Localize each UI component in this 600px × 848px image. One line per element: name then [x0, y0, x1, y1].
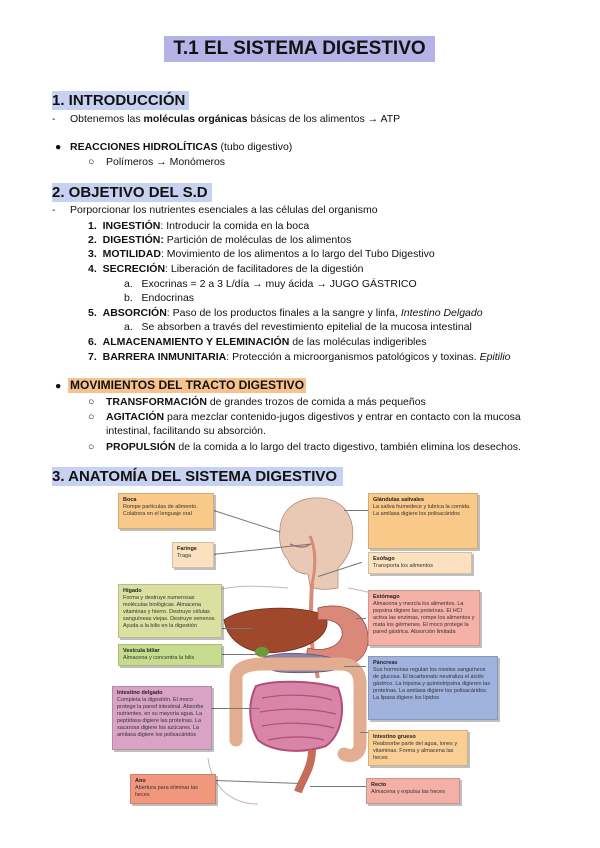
leader-line — [222, 628, 252, 629]
label-intestino-delgado: Intestino delgado Completa la digestión. El moco protege la pared intestinal. Absorbe nutrientes, en su mayoría agua. La peptidasa digiere las proteínas. La sacarosa digiere los azúcares. La amilasa digiere los polisacáridos — [112, 686, 212, 750]
movement-item: PROPULSIÓN de la comida a lo largo del tracto digestivo, también elimina los desechos. — [106, 441, 521, 453]
circle-marker: ○ — [88, 411, 95, 423]
label-glandulas-salivales: Glándulas salivales La saliva humedece y lubrica la comida. La amilasa digiere los polisacáridos — [368, 493, 478, 549]
leader-line — [310, 786, 366, 787]
leader-line — [222, 654, 258, 655]
label-intestino-grueso: Intestino grueso Reabsorbe parte del agua, iones y vitaminas. Forma y almacena las heces — [368, 730, 468, 766]
label-pancreas: Páncreas Sus hormonas regulan los niveles sanguíneos de glucosa. El bicarbonato neutraliza el ácido gástrico. La tripsina y quimiotripsina digieren las proteínas. La amilasa digiere los polisacáridos. La lipasa digiere los lípidos — [368, 656, 498, 720]
list-item: 5. ABSORCIÓN: Paso de los productos finales a la sangre y linfa, Intestino Delgado — [88, 307, 483, 319]
page-title: T.1 EL SISTEMA DIGESTIVO — [164, 36, 435, 62]
sub-item: a. Exocrinas = 2 a 3 L/día → muy ácida → JUGO GÁSTRICO — [124, 278, 417, 290]
circle-marker: ○ — [88, 396, 95, 408]
label-recto: Recto Almacena y expulsa las heces — [366, 778, 460, 804]
list-item: 1. INGESTIÓN: Introducir la comida en la boca — [88, 220, 310, 232]
bullet-dot: ● — [55, 141, 62, 153]
circle-marker: ○ — [88, 441, 95, 453]
label-faringe: Faringe Traga — [172, 542, 214, 568]
section-heading-anatomia: 3. ANATOMÍA DEL SISTEMA DIGESTIVO — [52, 467, 343, 486]
intro-line: Obtenemos las moléculas orgánicas básicas de los alimentos → ATP — [70, 113, 401, 125]
label-estomago: Estómago Almacena y mezcla los alimentos. La pepsina digiere las proteínas. El HCl activa las enzimas, rompe los alimentos y mata los gérmenes. El moco protege la pared gástrica. Absorción limitada — [368, 590, 480, 646]
list-item: 7. BARRERA INMUNITARIA: Protección a microorganismos patológicos y toxinas. Epitilio — [88, 351, 511, 363]
polimeros-line: Polímeros → Monómeros — [106, 156, 226, 168]
label-vesicula: Vesícula biliar Almacena y concentra la bilis — [118, 644, 222, 666]
movement-item-cont: intestinal, facilitando su absorción. — [106, 425, 266, 437]
label-boca: Boca Rompe partículas de alimento. Colabora en el lenguaje oral — [118, 493, 214, 529]
label-esofago: Esófago Transporta los alimentos — [368, 552, 472, 574]
small-intestine-illustration — [250, 682, 342, 751]
leader-line — [344, 666, 366, 667]
leader-line — [212, 708, 260, 709]
section-heading-introduccion: 1. INTRODUCCIÓN — [52, 91, 189, 110]
objetivo-intro: Porporcionar los nutrientes esenciales a las células del organismo — [70, 204, 378, 216]
bullet-dot: ● — [55, 380, 62, 392]
reacciones-line: REACCIONES HIDROLÍTICAS (tubo digestivo) — [70, 141, 293, 153]
section-heading-objetivo: 2. OBJETIVO DEL S.D — [52, 183, 212, 202]
list-item: 6. ALMACENAMIENTO Y ELEMINACIÓN de las moléculas indigeribles — [88, 336, 427, 348]
list-item: 3. MOTILIDAD: Movimiento de los alimentos a lo largo del Tubo Digestivo — [88, 248, 435, 260]
list-item: 4. SECRECIÓN: Liberación de facilitadores de la digestión — [88, 263, 364, 275]
leader-line — [356, 618, 366, 619]
movement-item: TRANSFORMACIÓN de grandes trozos de comida a más pequeños — [106, 396, 426, 408]
label-higado: Hígado Forma y destruye numerosas moléculas biológicas. Almacena vitaminas y hierro. Destruye células sanguíneas viejas. Destruye venenos. Ayuda a la bilis en la digestión — [118, 584, 222, 638]
digestive-system-diagram — [112, 488, 502, 808]
sub-item: a. Se absorben a través del revestimiento epitelial de la mucosa intestinal — [124, 321, 472, 333]
list-item: 2. DIGESTIÓN: Partición de moléculas de los alimentos — [88, 234, 352, 246]
dash-marker: - — [52, 204, 56, 216]
sub-item: b. Endocrinas — [124, 292, 195, 304]
movement-item: AGITACIÓN para mezclar contenido-jugos digestivos y entrar en contacto con la mucosa — [106, 411, 521, 423]
circle-marker: ○ — [88, 156, 95, 168]
label-ano: Ano Abertura para eliminar las heces — [130, 774, 216, 804]
gallbladder-illustration — [255, 647, 269, 657]
movimientos-heading: MOVIMIENTOS DEL TRACTO DIGESTIVO — [70, 378, 305, 392]
dash-marker: - — [52, 113, 56, 125]
